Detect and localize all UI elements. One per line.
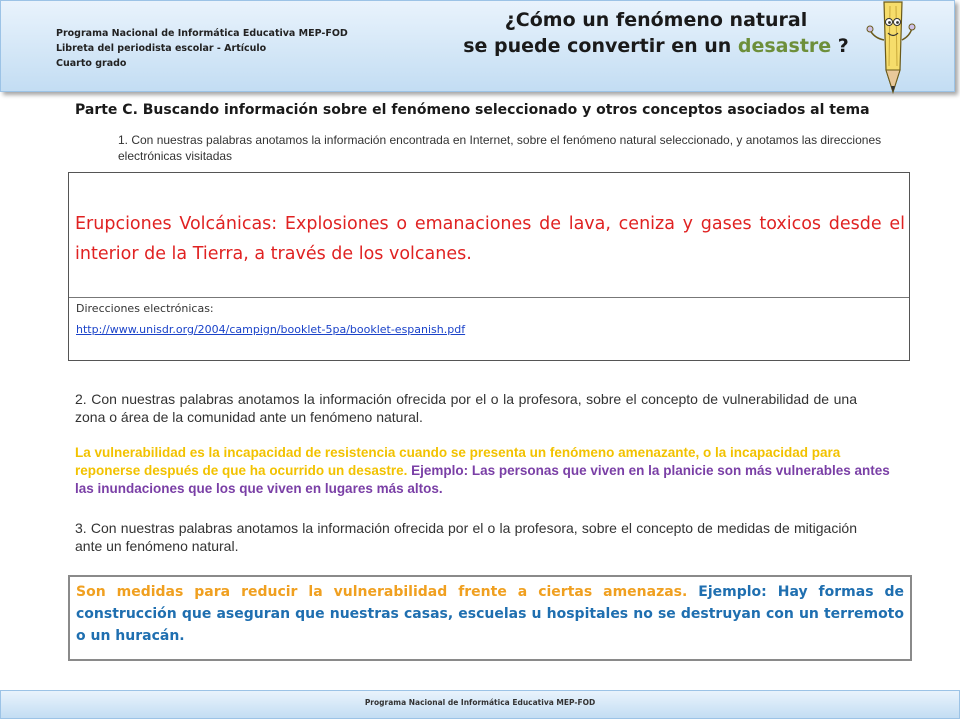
header-band [0,0,955,92]
question-2: 2. Con nuestras palabras anotamos la información ofrecida por el o la profesora, sobre el concepto de vulnerabilidad de una zona o área de la comunidad ante un fenómeno natural. [75,391,857,425]
vulnerability-answer [75,444,905,498]
resource-link[interactable]: http://www.unisdr.org/2004/campign/booklet-5pa/booklet-espanish.pdf [76,323,466,336]
notebook-name: Libreta del periodista escolar - Artículo [56,43,267,54]
program-info [56,26,348,71]
mitigation-answer-box [68,575,912,661]
footer-text: Programa Nacional de Informática Educativa MEP-FOD [364,698,596,707]
vulnerability-example: Ejemplo: Las personas que viven en la planicie son más vulnerables antes las inundaciones que los que viven en lugares más altos. [75,463,890,496]
box-divider [69,297,909,298]
title-line-2-start: se puede convertir en un [463,35,738,57]
title-line-2 [441,33,871,59]
volcano-info-box [68,172,910,361]
grade-label: Cuarto grado [56,58,127,69]
program-name: Programa Nacional de Informática Educativa MEP-FOD [56,28,348,39]
mitigation-example: Ejemplo: Hay formas de construcción que aseguran que nuestras casas, escuelas u hospitales no se destruyan con un terremoto o un huracán. [76,584,905,644]
volcano-definition: Erupciones Volcánicas: Explosiones o emanaciones de lava, ceniza y gases toxicos desde el interior de la Tierra, a través de los volcanes. [75,214,905,264]
mitigation-definition: Son medidas para reducir la vulnerabilidad frente a ciertas amenazas. [76,584,688,600]
vulnerability-definition: La vulnerabilidad es la incapacidad de resistencia cuando se presenta un fenómeno amenazante, o la incapacidad para reponerse después de que ha ocurrido un desastre. [75,445,841,478]
title-line-1: ¿Cómo un fenómeno natural [504,9,808,31]
question-3: 3. Con nuestras palabras anotamos la información ofrecida por el o la profesora, sobre el concepto de medidas de mitigación ante un fenómeno natural. [75,520,857,554]
title-highlight-word: desastre [737,35,832,57]
section-heading: Parte C. Buscando información sobre el fenómeno seleccionado y otros conceptos asociados al tema [75,102,870,118]
instruction-1: 1. Con nuestras palabras anotamos la información encontrada en Internet, sobre el fenómeno natural seleccionado, y anotamos las direcciones electrónicas visitadas [118,133,882,163]
mitigation-answer [76,581,904,647]
page-title [441,7,871,59]
title-line-2-end: ? [831,35,849,57]
pencil-character-icon [866,0,916,95]
footer-band [0,690,960,719]
directions-label: Direcciones electrónicas: [76,302,214,315]
